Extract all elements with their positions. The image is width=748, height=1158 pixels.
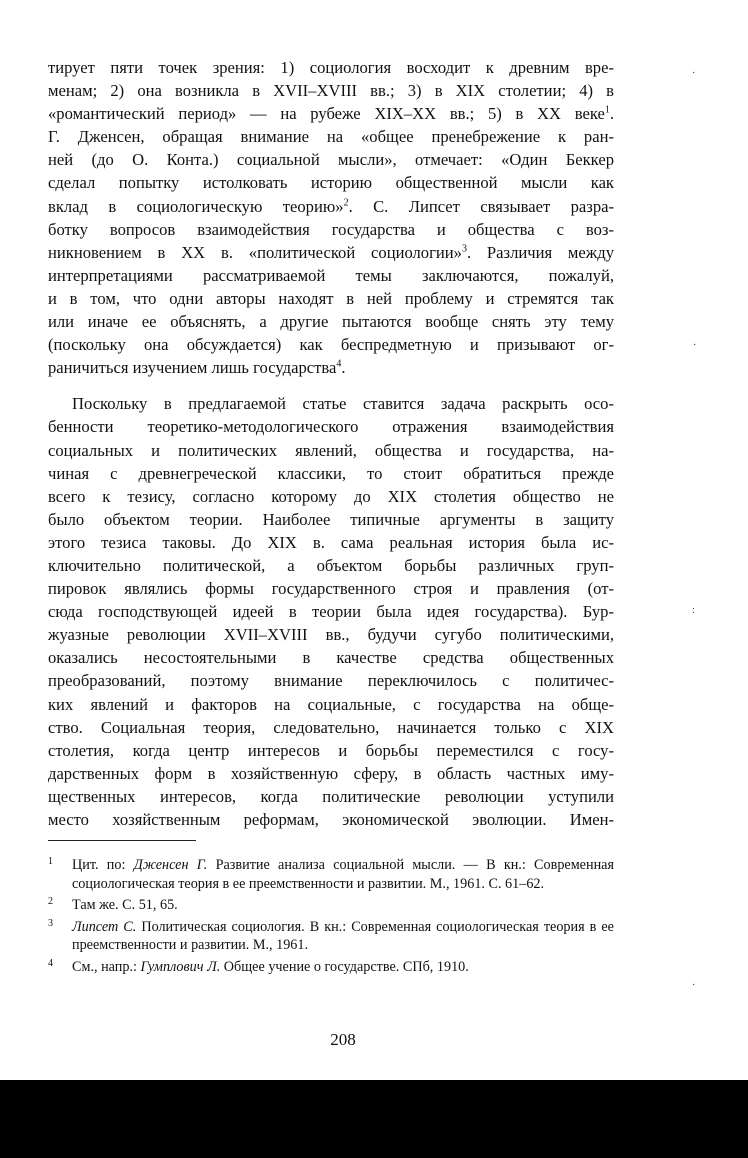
footnote-prefix: Цит. по:: [72, 857, 134, 873]
text-line: [48, 102, 614, 125]
text-line: и в том, что одни авторы находят в ней проблему и стремятся так: [48, 288, 614, 308]
text-line: было объектом теории. Наиболее типичные аргументы в защиту: [48, 509, 614, 529]
text-span: никновением в XX в. «политической социологии»: [48, 242, 462, 262]
text-line: ких явлений и факторов на социальные, с государства на обще-: [48, 694, 614, 714]
text-line: Поскольку в предлагаемой статье ставится задача раскрыть осо-: [72, 394, 614, 414]
footnote-text: Развитие анализа социальной мысли. — В кн.: Современная социологическая теория в ее преемственности и развитии. М., 1961. С. 61–62.: [72, 857, 614, 892]
text-line: (поскольку она обсуждается) как беспредметную и призывают ог-: [48, 335, 614, 355]
paragraph-1: [48, 56, 614, 379]
scan-speck: ·: [692, 980, 696, 991]
text-line: чиная с древнегреческой классики, то стоит обратиться прежде: [48, 463, 614, 483]
text-line: место хозяйственным реформам, экономической эволюции. Имен-: [48, 810, 614, 829]
footnote-2: [48, 896, 614, 915]
text-line: ботку вопросов взаимодействия государства и общества с воз-: [48, 219, 614, 239]
footnote-text: Политическая социология. В кн.: Современная социологическая теория в ее преемственности и развитии. М., 1961.: [72, 918, 614, 954]
footnote-4: [48, 958, 614, 977]
footnote-author: Липсет С.: [72, 918, 137, 935]
scan-border: [0, 1080, 748, 1158]
footnote-text: Общее учение о государстве. СПб, 1910.: [220, 958, 469, 975]
text-line: [48, 195, 614, 218]
scan-speck: ·: [693, 340, 697, 351]
footnote-prefix: См., напр.:: [72, 958, 141, 975]
text-span: .: [609, 104, 614, 124]
footnote-ref: 2: [343, 197, 349, 209]
text-line: дарственных форм в хозяйственную сферу, в область частных иму-: [48, 763, 614, 783]
text-line: ключительно политической, а объектом борьбы различных груп-: [48, 555, 614, 575]
text-span: вклад в социологическую теорию»: [48, 196, 344, 216]
text-line: оказались несостоятельными в качестве средства общественных: [48, 648, 614, 668]
footnote-1: [48, 856, 614, 893]
scan-speck: ·: [692, 68, 696, 79]
paragraph-2: [48, 392, 614, 831]
text-line: менам; 2) она возникла в XVII–XVIII вв.; 3) в XIX столетии; 4) в: [48, 81, 614, 101]
text-line: сюда господствующей идеей в теории была идея государства). Бур-: [48, 602, 614, 622]
footnote-author: Гумплович Л.: [140, 958, 221, 975]
footnote-number: 2: [48, 896, 53, 908]
footnote-ref: 3: [461, 243, 467, 255]
text-line: ней (до О. Конта.) социальной мысли», отмечает: «Один Беккер: [48, 150, 614, 170]
footnotes: [48, 840, 614, 980]
text-line: [48, 241, 614, 264]
text-span: «романтический период» — на рубеже XIX–XX вв.; 5) в XX веке: [48, 104, 605, 124]
text-span: .: [341, 358, 346, 378]
scan-speck: :: [692, 605, 695, 616]
text-line: Г. Дженсен, обращая внимание на «общее пренебрежение к ран-: [48, 127, 614, 147]
text-span: раничиться изучением лишь государства: [48, 358, 337, 378]
text-line: всего к тезису, согласно которому до XIX столетия общество не: [48, 486, 614, 506]
footnote-ref: 1: [604, 104, 610, 116]
page-number: 208: [330, 1030, 356, 1049]
footnote-ref: 4: [336, 358, 342, 370]
footnote-3: [48, 918, 614, 955]
text-line: интерпретациями рассматриваемой темы заключаются, пожалуй,: [48, 265, 614, 285]
text-line: этого тезиса таковы. До XIX в. сама реальная история была ис-: [48, 532, 614, 552]
text-line: щественных интересов, когда политические революции уступили: [48, 786, 614, 806]
text-line: пировок являлись формы государственного строя и правления (от-: [48, 579, 614, 599]
text-line: или иначе ее объяснять, а другие пытаются вообще снять эту тему: [48, 312, 614, 332]
text-line: жуазные революции XVII–XVIII вв., будучи сугубо политическими,: [48, 625, 614, 645]
footnote-text: Там же. С. 51, 65.: [72, 897, 178, 914]
text-line: ство. Социальная теория, следовательно, начинается только с XIX: [48, 717, 614, 737]
text-line: [48, 356, 614, 379]
text-line: сделал попытку истолковать историю общественной мысли как: [48, 173, 614, 193]
text-line: бенности теоретико-методологического отражения взаимодействия: [48, 417, 614, 437]
text-line: столетия, когда центр интересов и борьбы переместился с госу-: [48, 740, 614, 760]
text-span: . С. Липсет связывает разра-: [348, 196, 615, 216]
text-line: тирует пяти точек зрения: 1) социология восходит к древним вре-: [48, 58, 614, 77]
footnote-number: 1: [48, 856, 53, 867]
text-line: социальных и политических явлений, общества и государства, на-: [48, 440, 614, 460]
text-line: преобразований, поэтому внимание переключилось с политичес-: [48, 671, 614, 691]
footnote-number: 3: [48, 917, 53, 929]
text-span: . Различия между: [466, 242, 614, 262]
footnote-divider: [48, 840, 196, 841]
footnote-author: Дженсен Г.: [133, 857, 208, 873]
main-text: [48, 56, 614, 831]
footnote-number: 4: [48, 957, 53, 969]
